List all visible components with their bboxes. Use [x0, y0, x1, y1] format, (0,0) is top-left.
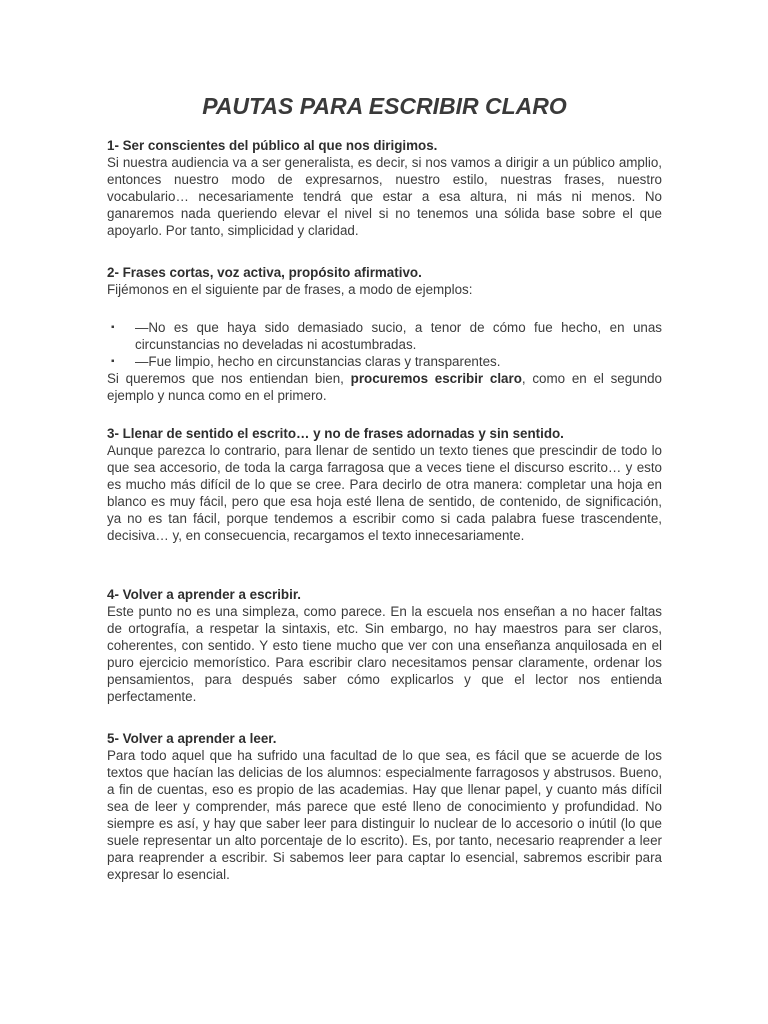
section-heading: 2- Frases cortas, voz activa, propósito afirmativo. [107, 265, 422, 280]
section-paragraph: Aunque parezca lo contrario, para llenar de sentido un texto tienes que prescindir de todo lo que sea accesorio, de toda la carga farragosa que a veces tiene el discurso escrito… y esto es mucho más difícil de lo que se cree. Para decirlo de otra manera: completar una hoja en blanco es muy fácil, pero que esa hoja esté llena de sentido, de contenido, de significación, ya no es tan fácil, porque tendemos a escribir como si cada palabra fuese trascendente, decisiva… y, en consecuencia, recargamos el texto innecesariamente. [107, 443, 662, 543]
section-5 [107, 730, 662, 883]
section-paragraph: Este punto no es una simpleza, como parece. En la escuela nos enseñan a no hacer faltas de ortografía, a respetar la sintaxis, etc. Sin embargo, no hay maestros para ser claros, coherentes, con sentido. Y esto tiene mucho que ver con una enseñanza anquilosada en el puro ejercicio memorístico. Para escribir claro necesitamos pensar claramente, ordenar los pensamientos, para después saber cómo explicarlos y que el lector nos entienda perfectamente. [107, 604, 662, 704]
closing-emphasis: procuremos escribir claro [350, 371, 522, 386]
section-3 [107, 425, 662, 544]
section-paragraph: Para todo aquel que ha sufrido una facultad de lo que sea, es fácil que se acuerde de los textos que hacían las delicias de los alumnos: especialmente farragosos y abstrusos. Bueno, a fin de cuentas, eso es propio de las academias. Hay que llenar papel, y cuanto más difícil sea de leer y comprender, más parece que esté lleno de conocimiento y profundidad. No siempre es así, y hay que saber leer para distinguir lo nuclear de lo accesorio o inútil (lo que suele representar un alto porcentaje de lo escrito). Es, por tanto, necesario reaprender a leer para reaprender a escribir. Si sabemos leer para captar lo esencial, sabremos escribir para expresar lo esencial. [107, 748, 662, 882]
section-heading: 5- Volver a aprender a leer. [107, 731, 277, 746]
list-item-text: —Fue limpio, hecho en circunstancias claras y transparentes. [135, 354, 501, 369]
example-list [107, 319, 662, 370]
closing-text-start: Si queremos que nos entiendan bien, [107, 371, 351, 386]
bullet-icon: ▪ [111, 356, 115, 367]
section-2 [107, 264, 662, 404]
section-heading: 1- Ser conscientes del público al que nos dirigimos. [107, 138, 438, 153]
list-item [107, 353, 662, 370]
section-1 [107, 137, 662, 239]
document-title: PAUTAS PARA ESCRIBIR CLARO [202, 93, 567, 119]
section-heading: 3- Llenar de sentido el escrito… y no de frases adornadas y sin sentido. [107, 426, 564, 441]
section-heading: 4- Volver a aprender a escribir. [107, 587, 302, 602]
list-item-text: —No es que haya sido demasiado sucio, a tenor de cómo fue hecho, en unas circunstancias no develadas ni acostumbradas. [135, 320, 662, 352]
bullet-icon: ▪ [111, 322, 115, 333]
closing-text-end: , como en el segundo ejemplo y nunca como en el primero. [107, 371, 662, 403]
list-item [107, 319, 662, 353]
section-closing [107, 370, 662, 404]
section-4 [107, 586, 662, 705]
section-intro: Fijémonos en el siguiente par de frases, a modo de ejemplos: [107, 282, 473, 297]
section-paragraph: Si nuestra audiencia va a ser generalista, es decir, si nos vamos a dirigir a un público amplio, entonces nuestro modo de expresarnos, nuestro estilo, nuestras frases, nuestro vocabulario… necesariamente tendrá que estar a esa altura, ni más ni menos. No ganaremos nada queriendo elevar el nivel si no tenemos una sólida base sobre el que apoyarlo. Por tanto, simplicidad y claridad. [107, 155, 662, 238]
